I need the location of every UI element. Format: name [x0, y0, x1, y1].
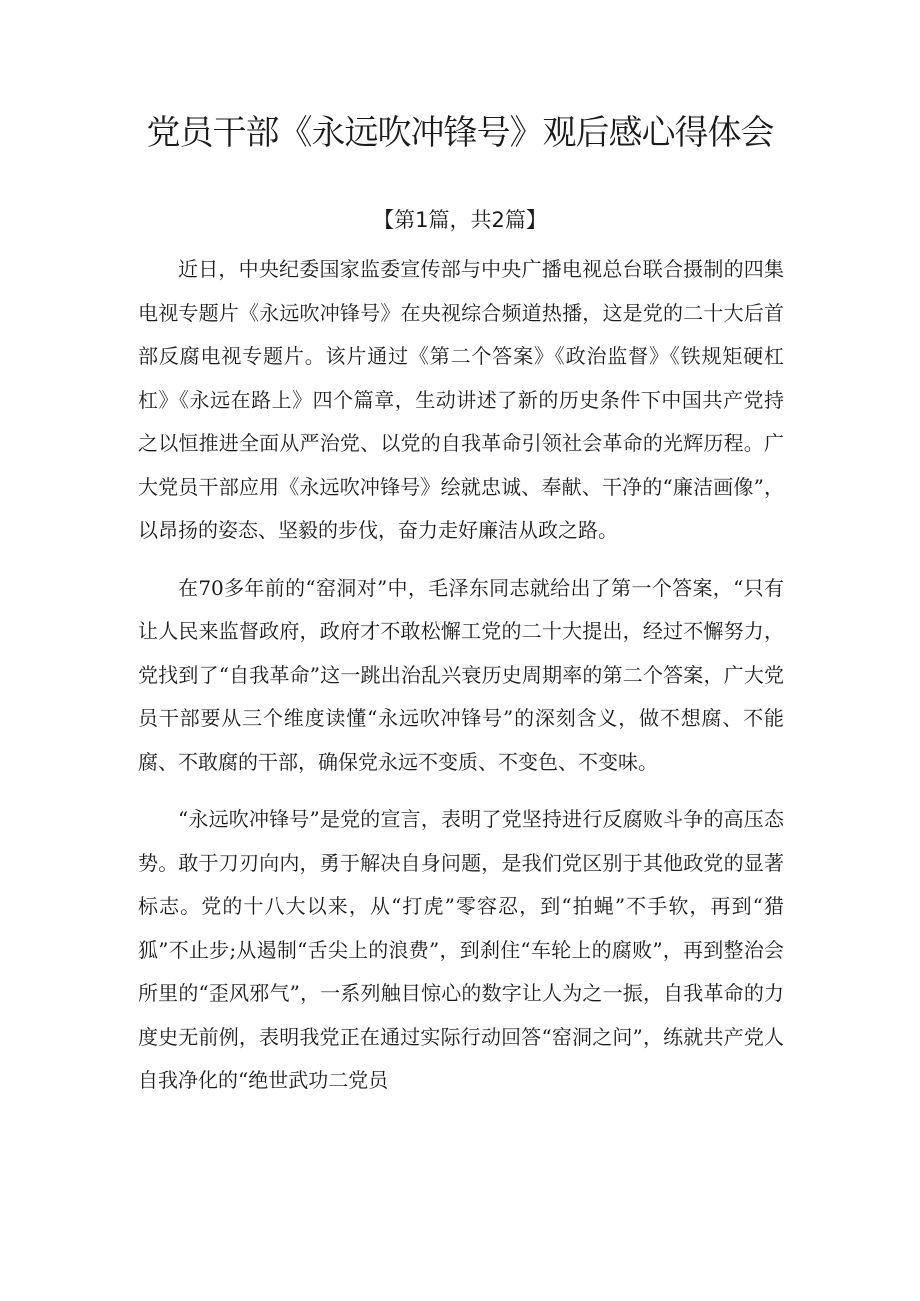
paragraph-2: 在70多年前的“窑洞对”中，毛泽东同志就给出了第一个答案，“只有让人民来监督政府，政府才不敢松懈工党的二十大提出，经过不懈努力，党找到了“自我革命”这一跳出治乱兴衰历史周期率的第二个答案，广大党员干部要从三个维度读懂“永远吹冲锋号”的深刻含义，做不想腐、不能腐、不敢腐的干部，确保党永远不变质、不变色、不变味。 — [138, 575, 784, 774]
paragraph-1: 近日，中央纪委国家监委宣传部与中央广播电视总台联合摄制的四集电视专题片《永远吹冲锋号》在央视综合频道热播，这是党的二十大后首部反腐电视专题片。该片通过《第二个答案》《政治监督》《铁规矩硬杠杠》《永远在路上》四个篇章，生动讲述了新的历史条件下中国共产党持之以恒推进全面从严治党、以党的自我革命引领社会革命的光辉历程。广大党员干部应用《永远吹冲锋号》绘就忠诚、奉献、干净的“廉洁画像”，以昂扬的姿态、坚毅的步伐，奋力走好廉洁从政之路。 — [138, 257, 784, 542]
document-title: 党员干部《永远吹冲锋号》观后感心得体会 — [146, 113, 774, 153]
document-body — [138, 248, 784, 1117]
paragraph-3: “永远吹冲锋号”是党的宣言，表明了党坚持进行反腐败斗争的高压态势。敢于刀刃向内，勇于解决自身问题，是我们党区别于其他政党的显著标志。党的十八大以来，从“打虎”零容忍，到“拍蝇”不手软，再到“猎狐”不止步;从遏制“舌尖上的浪费”，到刹住“车轮上的腐败”，再到整治会所里的“歪风邪气”，一系列触目惊心的数字让人为之一振，自我革命的力度史无前例，表明我党正在通过实际行动回答“窑洞之问”，练就共产党人自我净化的“绝世武功二党员 — [138, 807, 784, 1092]
document-subtitle: 【第1篇，共2篇】 — [373, 208, 547, 232]
